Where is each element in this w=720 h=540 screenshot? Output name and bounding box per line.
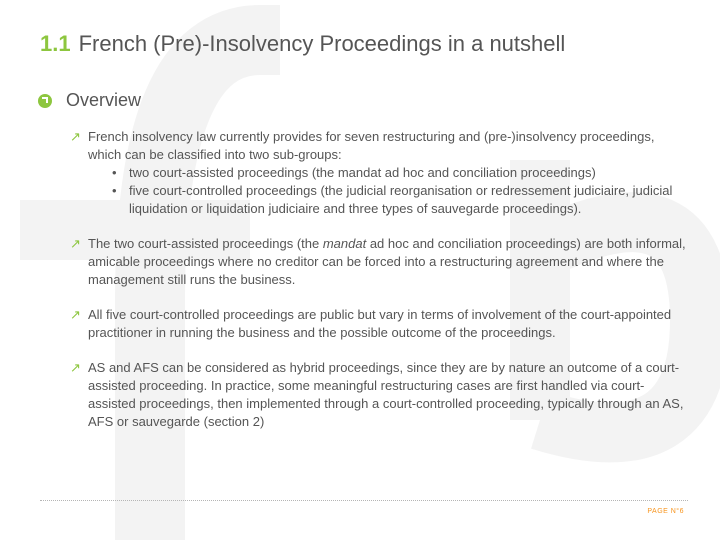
bullet-list xyxy=(70,128,690,431)
section-heading xyxy=(38,90,141,111)
list-item xyxy=(70,306,690,342)
item-text: All five court-controlled proceedings are public but vary in terms of involvement of the court-appointed practitioner in running the business and the possible outcome of the proceedings. xyxy=(88,307,672,340)
sub-list xyxy=(88,164,690,218)
section-number: 1.1 xyxy=(40,31,71,56)
bullet-dot-icon: • xyxy=(112,165,117,180)
title-text: French (Pre)-Insolvency Proceedings in a nutshell xyxy=(78,31,566,56)
list-item xyxy=(70,128,690,218)
item-text-pre: The two court-assisted proceedings (the xyxy=(88,236,323,251)
page-title xyxy=(40,31,565,57)
item-text: French insolvency law currently provides for seven restructuring and (pre-)insolvency proceedings, which can be classified into two sub-groups: xyxy=(88,129,655,162)
page-number: PAGE N°6 xyxy=(647,508,684,515)
arrow-bullet-icon: ↗ xyxy=(70,129,81,144)
arrow-bullet-icon: ↗ xyxy=(70,307,81,322)
bullet-dot-icon: • xyxy=(112,183,117,198)
arrow-bullet-icon: ↗ xyxy=(70,360,81,375)
list-item xyxy=(70,235,690,289)
section-label: Overview xyxy=(66,90,142,110)
arrow-bullet-icon: ↗ xyxy=(70,236,81,251)
sub-list-item xyxy=(112,164,690,182)
item-text: AS and AFS can be considered as hybrid proceedings, since they are by nature an outcome of a court-assisted proceeding. In practice, some meaningful restructuring cases are first handled via court-assisted proceedings, then implemented through a court-controlled proceeding, typically through an AS, AFS or sauvegarde (section 2) xyxy=(88,360,684,429)
sub-item-text: two court-assisted proceedings (the mandat ad hoc and conciliation proceedings) xyxy=(129,165,596,180)
circle-arrow-icon xyxy=(38,94,52,108)
sub-list-item xyxy=(112,182,690,218)
item-text-emphasis: mandat xyxy=(322,236,367,251)
item-text-post: ad hoc and conciliation proceedings) are both informal, amicable proceedings where no creditor can be forced into a restructuring agreement and where the management still runs the business. xyxy=(88,236,686,287)
list-item xyxy=(70,359,690,431)
footer-divider xyxy=(40,500,688,501)
sub-item-text: five court-controlled proceedings (the judicial reorganisation or redressement judiciaire, judicial liquidation or liquidation judiciaire and three types of sauvegarde proceedings). xyxy=(129,183,673,216)
